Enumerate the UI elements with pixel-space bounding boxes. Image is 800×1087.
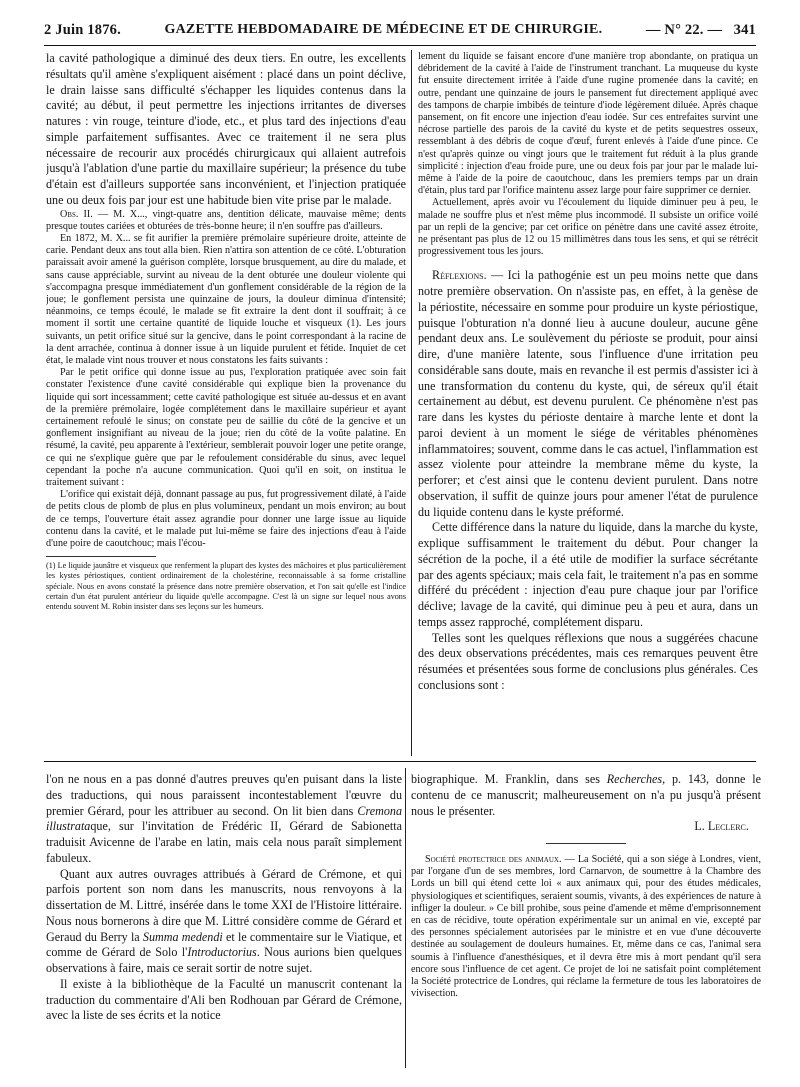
text-run: , p. 143, donne le contenu de ce manuscrit; malheureusement on n'a pu jusqu'à présent nous le présenter.: [411, 772, 761, 818]
header-rule: [44, 45, 756, 46]
paragraph-actuellement: Actuellement, après avoir vu l'écoulement du liquide diminuer peu à peu, le malade ne souffre plus et n'est même plus incommodé. Il subsiste un orifice voilé par un repli de la gencive; par cet orifice on pénètre dans une cavité assez étroite, ne présentant pas plus de 12 ou 15 millimètres dans tous les sens, et qui se rétrécit progressivement tous les jours.: [418, 197, 758, 258]
paragraph-manuscrit: Il existe à la bibliothèque de la Faculté un manuscrit contenant la traduction du commentaire d'Ali ben Rodhouan par Gérard de Crémone, avec la liste de ses écrits et la notice: [46, 976, 402, 1023]
bottom-left-column: [46, 772, 402, 1072]
section-rule: [44, 761, 756, 762]
text-run: et le commentaire sur le Viatique, et comme de Gérard de Solo l': [46, 929, 402, 960]
page-header: [44, 18, 756, 42]
text-run: Quant aux autres ouvrages attribués à Gérard de Crémone, et qui parfois portent son nom dans les manuscrits, nous renvoyons à la dissertation de M. Littré, insérée dans le tome XXI de l'Histoire littéraire. Nous nous bornerons à dire que M. Littré considère comme de Gérard et Geraud du Berry la: [46, 866, 402, 944]
observation-ii-intro: [46, 209, 406, 233]
page-number: 341: [733, 21, 756, 38]
author-signature: [411, 819, 761, 835]
societe-label: Société protectrice des animaux.: [425, 854, 562, 865]
header-date: 2 Juin 1876.: [44, 21, 121, 38]
issue-number: — N° 22. —: [645, 21, 723, 38]
italic-title: Summa medendi: [142, 929, 223, 944]
article-separator: [546, 843, 626, 844]
reflexions-label: Réflexions.: [432, 268, 487, 283]
bottom-right-column: [411, 772, 761, 1072]
paragraph-conclusions: Telles sont les quelques réflexions que nous a suggérées chacune des deux observations précédentes, mais ces remarques peuvent être résumées et présentées sous forme de conclusions plus générales. Ces conclusions sont :: [418, 630, 758, 692]
observation-label: Obs. II.: [60, 208, 93, 220]
reflexions-text: — Ici la pathogénie est un peu moins nette que dans notre première observation. On n'assiste pas, en effet, à la genèse de la périostite, nécessaire en somme pour produire un kyste périostique, puisque l'obturation n'a donné lieu à aucune douleur, aucune gêne pendant deux ans. Le soulèvement du périoste se produit, pour ainsi dire, d'une manière latente, sous l'influence d'une irritation peu considérable sans doute, mais en revanche il est permis d'assister ici à une transformation du contenu du kyste, qui, de séreux qu'il était certainement au début, est devenu purulent. Ce phénomène n'est pas rare dans les kystes du périoste dentaire à marche lente et dont la paroi devient à un moment le siége de véritables phénomènes inflammatoires; souvent, comme dans le cas actuel, l'inflammation est assez violente pour atteindre la membrane même du kyste, la perforer; et c'est ainsi que le contenu devient purulent. Dans notre observation, il suffit de quinze jours pour amener l'état de purulence du liquide contenu dans le kyste préformé.: [418, 268, 758, 519]
paragraph-ouvrages: [46, 867, 402, 977]
text-run: . Nous aurions bien quelques observations à faire, mais ce serait sortir de notre sujet.: [46, 945, 402, 975]
text-run: que, sur l'invitation de Frédéric II, Gérard de Sabionetta traduisit Avicenne de l'arabe en latin, mais cela nous paraît simplement fabuleux.: [46, 819, 402, 865]
paragraph-history: En 1872, M. X... se fit aurifier la première prémolaire supérieure droite, atteinte de carie. Pendant deux ans tout alla bien. Rien n'attira son attention de ce côté. L'obturation paraissait avoir amené la guérison complète, lorsque brusquement, au dire du malade, et sans cause appréciable, survint au niveau de la dent obturée une douleur violente qui s'accompagna presque immédiatement d'un gonflement considérable de la région de la joue; le gonflement persista une quinzaine de jours, la douleur diminua d'intensité; néanmoins, ce temps écoulé, le malade se fit extraire la dent dont il souffrait; à ce moment il sortit une certaine quantité de liquide louche et visqueux (1). Les jours suivants, un petit orifice situé sur la gencive, dans le point correspondant à la racine de la dent arrachée, continua à donner issue à un liquide purulent et fétide. Inquiet de cet état, le malade vint nous trouver et nous constatons les faits suivants :: [46, 232, 406, 366]
footnote-rule: [46, 556, 156, 557]
paragraph-continuation: lement du liquide se faisant encore d'une manière trop abondante, on pratiqua un débridement de la cavité à l'aide de l'instrument tranchant. La muqueuse du kyste fut ensuite directement irritée à l'aide d'une rugine promenée dans la cavité; en outre, pendant une quinzaine de jours le pansement fut directement appliqué avec des tampons de charpie imbibés de teinture d'iode légèrement diluée. Après chaque pansement, on fit encore une injection d'eau iodée. Sur ces entrefaites survint une nécrose partielle des parois de la cavité du kyste et de petits sequestres osseux, ressemblant à des débris de coque d'œuf, furent enlevés à l'aide d'une pince. Ce n'est qu'après quinze ou vingt jours que le traitement fut réduit à la plus grande simplicité : injection d'eau froide pure, une ou deux fois par jour par le malade lui-même à l'aide de la poire de caoutchouc, dans les premiers temps par un drain d'étain, plus tard par l'orifice maintenu assez large pour faire supprimer ce dernier.: [418, 51, 758, 197]
header-issue-page: [646, 22, 756, 39]
column-divider-bottom: [405, 768, 406, 1068]
text-run: biographique. M. Franklin, dans ses: [411, 772, 607, 786]
italic-title: Recherches: [606, 772, 663, 786]
footnote: (1) Le liquide jaunâtre et visqueux que renferment la plupart des kystes des mâchoires et plus particulièrement les kystes périostiques, contient ordinairement de la cholestérine, reconnaissable à sa forme cristalline spéciale. Nous en avons constaté la présence dans notre première observation, et l'on sait qu'elle est l'indice certain d'un état purulent antérieur du liquide qu'elle accompagne. C'est là un signe sur lequel nous avons entendu souvent M. Robin insister dans ses leçons sur les humeurs.: [46, 561, 406, 611]
text-run: l'on ne nous en a pas donné d'autres preuves qu'en puisant dans la liste des traductions, qui nous paraissent incontestablement l'œuvre du premier Gérard, pour les attribuer au second. On lit bien dans: [46, 772, 402, 818]
paragraph-biographique: [411, 772, 761, 819]
paragraph-difference: Cette différence dans la nature du liquide, dans la marche du kyste, explique suffisamment le traitement du début. Pour changer la sécrétion de la poche, il a été utile de modifier la surface sécrétante par des agents spéciaux; mais cela fait, le traitement n'a pas en somme différé du précédent : injection d'eau pure chaque jour par l'orifice déclive; lavage de la cavité, qui diminue peu à peu et aura, dans un temps assez rapproché, complétement disparu.: [418, 520, 758, 629]
top-left-column: [46, 51, 406, 751]
paragraph-societe: [411, 854, 761, 1000]
signature-text: L. Leclerc.: [694, 819, 749, 834]
paragraph-exploration: Par le petit orifice qui donne issue au pus, l'exploration pratiquée avec soin fait constater l'existence d'une cavité considérable qui explique bien la provenance du liquide qui sort incessamment; cette cavité pathologique est située au-dessus et en avant de la première prémolaire, logée complétement dans le maxillaire supérieur et ayant certainement refoulé le sinus; on constate peu de saillie du côté de la gencive et un gonflement insignifiant au niveau de la joue; rien du côté de la voûte palatine. En résumé, la cavité, peu apparente à l'extérieur, semblerait pouvoir loger une petite orange, ce qui ne s'explique guère que par le refoulement considérable du sinus, avec lequel cependant la poche n'a aucune communication. Quoi qu'il en soit, on institua le traitement suivant :: [46, 367, 406, 488]
societe-text: — La Société, qui a son siége à Londres, vient, par l'organe d'un de ses membres, lord Carnarvon, de soumettre à la Chambre des Lords un bill qui étend cette loi « aux animaux qui, pour des études médicales, physiologiques et scientifiques, seraient soumis, vivants, à des expériences de nature à infliger la douleur. » Ce bill prohibe, sous peine d'amende et même d'emprisonnement en cas de récidive, toute opération expérimentale sur un animal en vie, excepté par des personnes spécialement autorisées par le ministre et en vue d'une découverte destinée au soulagement de douleurs humaines. Et, même dans ce cas, l'animal sera soumis à l'influence d'anesthésiques, et il devra être mis à mort pendant qu'il sera encore sous l'influence de cet agent. Ce projet de loi ne satisfait point complétement la Société protectrice de Londres, qui réclame la fermeture de tous les laboratoires de vivisection.: [411, 854, 761, 1000]
italic-title: Introductorius: [187, 945, 257, 960]
italic-title: Cremona illustrata: [46, 803, 402, 834]
paragraph-drain: la cavité pathologique a diminué des deux tiers. En outre, les excellents résultats qu'il amène s'expliquent aisément : placé dans un point déclive, le drain laisse sans difficulté s'échapper les liquides contenus dans la cavité; au début, il peut permettre les injections irritantes de diverses natures : vin rouge, teinture d'iode, etc., et plus tard des injections d'eau simple parfaitement suffisantes. Avec ce traitement il ne sera plus nécessaire de recourir aux procédés chirurgicaux qui allaient autrefois jusqu'à l'ablation d'une partie du maxillaire supérieur; la présence du tube d'étain est d'ailleurs supportée sans inconvénient, et l'injection pratiquée une ou deux fois par jour est une habitude bien vite prise par le malade.: [46, 51, 406, 207]
paragraph-reflexions: [418, 268, 758, 520]
column-divider: [411, 50, 412, 756]
observation-text: — M. X..., vingt-quatre ans, dentition délicate, mauvaise même; dents presque toutes cariées et obturées de très-bonne heure; il n'en souffre pas d'ailleurs.: [46, 208, 406, 232]
top-right-column: [418, 51, 758, 751]
paragraph-gerard: [46, 772, 402, 867]
journal-title: GAZETTE HEBDOMADAIRE DE MÉDECINE ET DE CHIRURGIE.: [164, 22, 603, 37]
paragraph-treatment: L'orifice qui existait déjà, donnant passage au pus, fut progressivement dilaté, à l'aide de petits clous de plomb de plus en plus volumineux, pendant un mois environ; au bout de ce temps, l'ouverture était assez agrandie pour donner une large issue au liquide contenu dans la cavité, et le malade put lui-même se faire des injections d'eau à l'aide d'une poire de caoutchouc; mais l'écou-: [46, 489, 406, 549]
